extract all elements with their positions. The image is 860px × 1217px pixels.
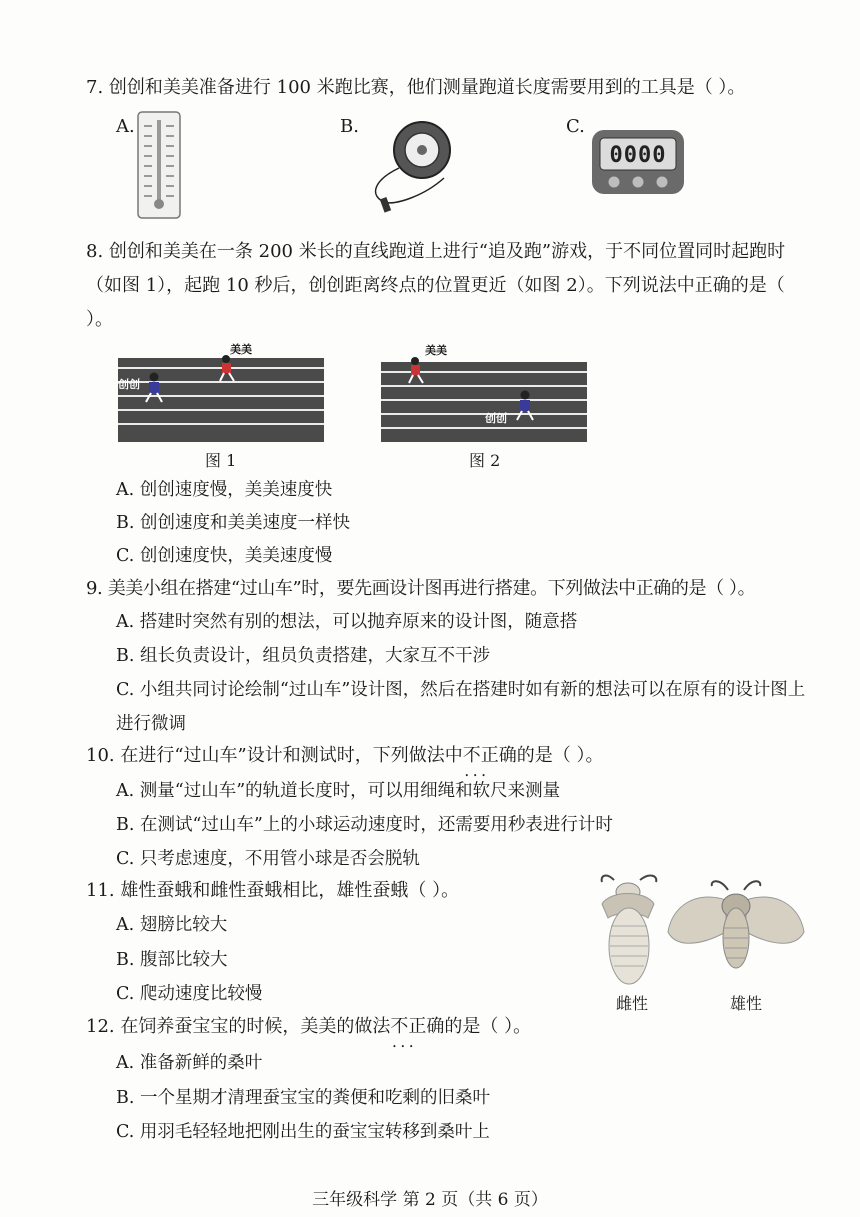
thermometer-image [136, 110, 182, 220]
q11-option-b: B. 腹部比较大 [116, 950, 228, 970]
q10-stem-before: 10. 在进行“过山车”设计和测试时，下列做法中 [86, 745, 463, 766]
male-moth-label: 雄性 [730, 994, 763, 1013]
question-12-stem [86, 1017, 816, 1037]
question-11-stem: 11. 雄性蚕蛾和雌性蚕蛾相比，雄性蚕蛾（ ）。 [86, 880, 460, 901]
q10-stem-after: 的是（ ）。 [516, 745, 604, 766]
fig1-meimei-name: 美美 [230, 343, 252, 356]
question-9-stem: 9. 美美小组在搭建“过山车”时，要先画设计图再进行搭建。下列做法中正确的是（ ）。 [86, 578, 756, 599]
q10-option-a: A. 测量“过山车”的轨道长度时，可以用细绳和软尺来测量 [116, 781, 561, 801]
figure-2-caption: 图 2 [469, 451, 501, 470]
q12-option-b: B. 一个星期才清理蚕宝宝的粪便和吃剩的旧桑叶 [116, 1088, 490, 1108]
page-footer: 三年级科学 第 2 页（共 6 页） [312, 1190, 548, 1210]
q7-option-c-label: C. [566, 116, 585, 137]
q10-option-c: C. 只考虑速度，不用管小球是否会脱轨 [116, 849, 420, 869]
q7-option-a-label: A. [116, 116, 135, 137]
q9-option-b: B. 组长负责设计，组员负责搭建，大家互不干涉 [116, 646, 490, 666]
timer-digits: 0000 [609, 143, 667, 168]
tape-measure-image [364, 120, 464, 214]
q12-option-a: A. 准备新鲜的桑叶 [116, 1053, 263, 1073]
q8-option-a: A. 创创速度慢，美美速度快 [116, 480, 333, 500]
q8-option-b: B. 创创速度和美美速度一样快 [116, 513, 350, 533]
q7-option-b-label: B. [340, 116, 359, 137]
question-10-stem [86, 746, 816, 766]
fig2-chuangchuang-name: 创创 [485, 412, 507, 425]
female-silkworm-moth-image [596, 870, 670, 990]
female-moth-label: 雌性 [616, 994, 649, 1013]
q9-option-c: C. 小组共同讨论绘制“过山车”设计图，然后在搭建时如有新的想法可以在原有的设计图上进行微调 [116, 680, 806, 734]
q12-stem-after: 的是（ ）。 [444, 1016, 532, 1037]
q11-option-a: A. 翅膀比较大 [116, 915, 228, 935]
fig2-meimei-name: 美美 [425, 344, 447, 357]
q8-option-c: C. 创创速度快，美美速度慢 [116, 546, 333, 566]
q12-stem-emphasis: 不正确 • • • [390, 1017, 444, 1037]
race-track-figure-2 [381, 344, 587, 442]
question-7-stem: 7. 创创和美美准备进行 100 米跑比赛，他们测量跑道长度需要用到的工具是（ ）。 [86, 77, 746, 98]
fig1-chuangchuang-name: 创创 [118, 378, 140, 391]
q11-option-c: C. 爬动速度比较慢 [116, 984, 263, 1004]
q12-stem-before: 12. 在饲养蚕宝宝的时候，美美的做法 [86, 1016, 391, 1037]
q9-option-a: A. 搭建时突然有别的想法，可以抛弃原来的设计图，随意搭 [116, 612, 578, 632]
q10-stem-emphasis: 不正确 • • • [463, 746, 517, 766]
q12-option-c: C. 用羽毛轻轻地把刚出生的蚕宝宝转移到桑叶上 [116, 1122, 490, 1142]
digital-timer-image [590, 128, 686, 196]
question-8-stem: 8. 创创和美美在一条 200 米长的直线跑道上进行“追及跑”游戏，于不同位置同时起跑时（如图 1），起跑 10 秒后，创创距离终点的位置更近（如图 2）。下列说法中正确的是（ ）。 [86, 241, 786, 330]
q10-option-b: B. 在测试“过山车”上的小球运动速度时，还需要用秒表进行计时 [116, 815, 613, 835]
figure-1-caption: 图 1 [205, 451, 237, 470]
race-track-figure-1 [118, 344, 324, 442]
male-silkworm-moth-image [666, 876, 806, 976]
